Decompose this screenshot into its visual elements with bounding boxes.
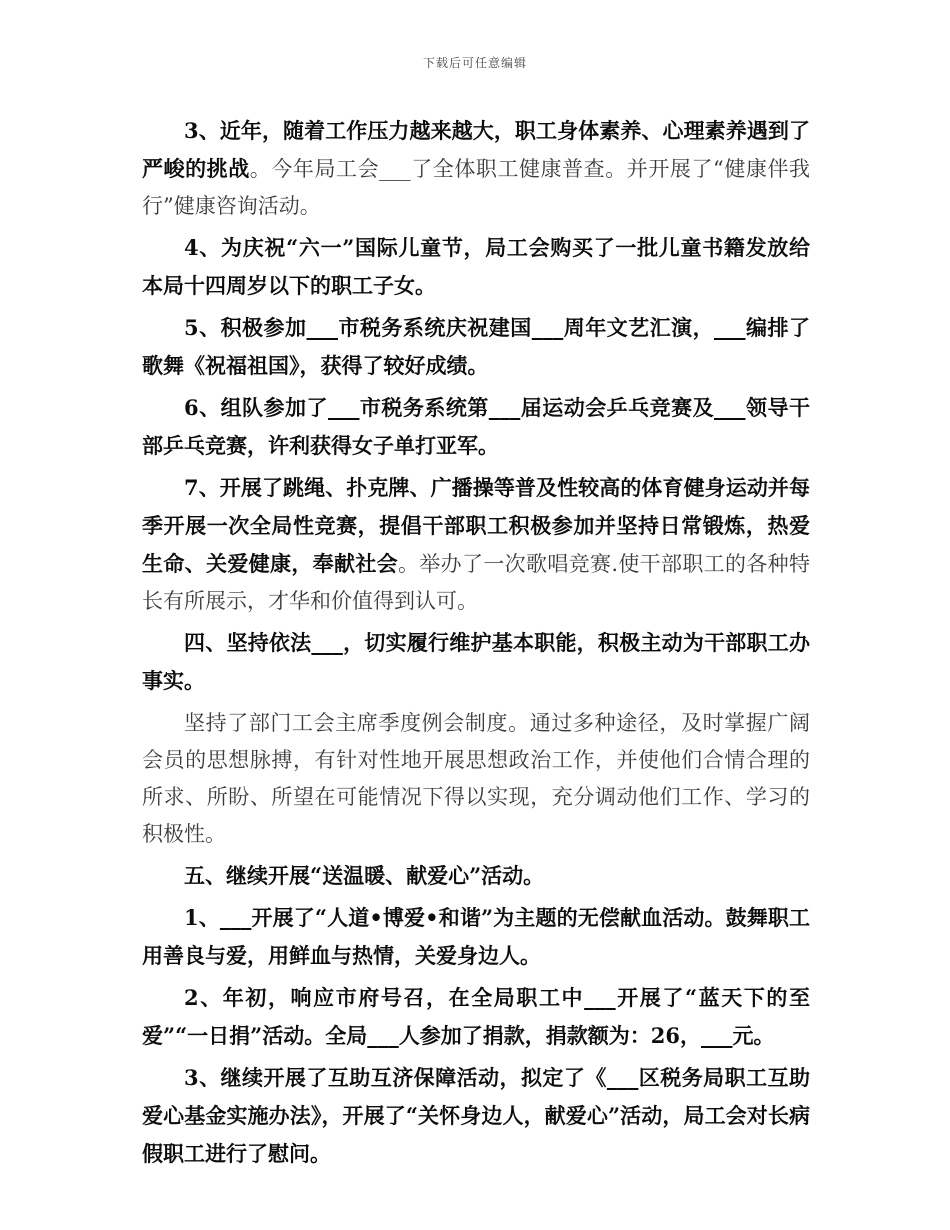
paragraph-bold-text: 1、___开展了“人道•博爱•和谐”为主题的无偿献血活动。鼓舞职工用善良与爱，用鲜血与热情，关爱身边人。 xyxy=(142,905,810,968)
paragraph-health-checkup xyxy=(142,112,810,225)
paragraph-table-tennis xyxy=(142,389,810,465)
paragraph-mutual-aid xyxy=(142,1059,810,1173)
paragraph-bold-text: 3、继续开展了互助互济保障活动，拟定了《___区税务局职工互助爱心基金实施办法》，开展了“关怀身边人，献爱心”活动，局工会对长病假职工进行了慰问。 xyxy=(142,1065,810,1166)
paragraph-normal-text: 坚持了部门工会主席季度例会制度。通过多种途径，及时掌握广阔会员的思想脉搏，有针对性地开展思想政治工作，并使他们合情合理的所求、所盼、所望在可能情况下得以实现，充分调动他们工作、学习的积极性。 xyxy=(142,711,810,846)
paragraph-bold-text: 5、积极参加___市税务系统庆祝建国___周年文艺汇演，___编排了歌舞《祝福祖国》，获得了较好成绩。 xyxy=(142,315,810,378)
section-heading-four xyxy=(142,624,810,700)
section-heading-five xyxy=(142,857,810,895)
page-header: 下载后可任意编辑 xyxy=(422,56,527,70)
paragraph-blood-donation xyxy=(142,899,810,975)
paragraph-bold-text: 五、继续开展“送温暖、献爱心”活动。 xyxy=(184,863,545,888)
paragraph-bold-text: 6、组队参加了___市税务系统第___届运动会乒乓竞赛及___领导干部乒乓竞赛，许利获得女子单打亚军。 xyxy=(142,395,810,458)
paragraph-normal-text: 。举办了一次歌唱竞赛.使干部职工的各种特长有所展示，才华和价值得到认可。 xyxy=(142,552,810,613)
paragraph-childrens-day xyxy=(142,229,810,305)
paragraph-bold-text: 四、坚持依法___，切实履行维护基本职能，积极主动为干部职工办事实。 xyxy=(142,630,810,693)
paragraph-fitness-activities xyxy=(142,469,810,620)
document-body xyxy=(142,112,810,1177)
paragraph-normal-text: 。今年局工会___了全体职工健康普查。并开展了“健康伴我行”健康咨询活动。 xyxy=(142,157,811,218)
paragraph-bold-text: 4、为庆祝“六一”国际儿童节，局工会购买了一批儿童书籍发放给本局十四周岁以下的职工子女。 xyxy=(142,235,810,298)
paragraph-bold-text: 2、年初，响应市府号召，在全局职工中___开展了“蓝天下的至爱”“一日捐”活动。全局___人参加了捐款，捐款额为：26，___元。 xyxy=(142,985,810,1048)
paragraph-bold-text: 3、近年，随着工作压力越来越大，职工身体素养、心理素养遇到了严峻的挑战 xyxy=(142,118,810,181)
paragraph-donation-campaign xyxy=(142,979,810,1055)
paragraph-union-meetings xyxy=(142,704,810,853)
paragraph-art-performance xyxy=(142,309,810,385)
paragraph-bold-text: 7、开展了跳绳、扑克牌、广播操等普及性较高的体育健身运动并每季开展一次全局性竞赛，提倡干部职工积极参加并坚持日常锻炼，热爱生命、关爱健康，奉献社会 xyxy=(142,475,810,576)
